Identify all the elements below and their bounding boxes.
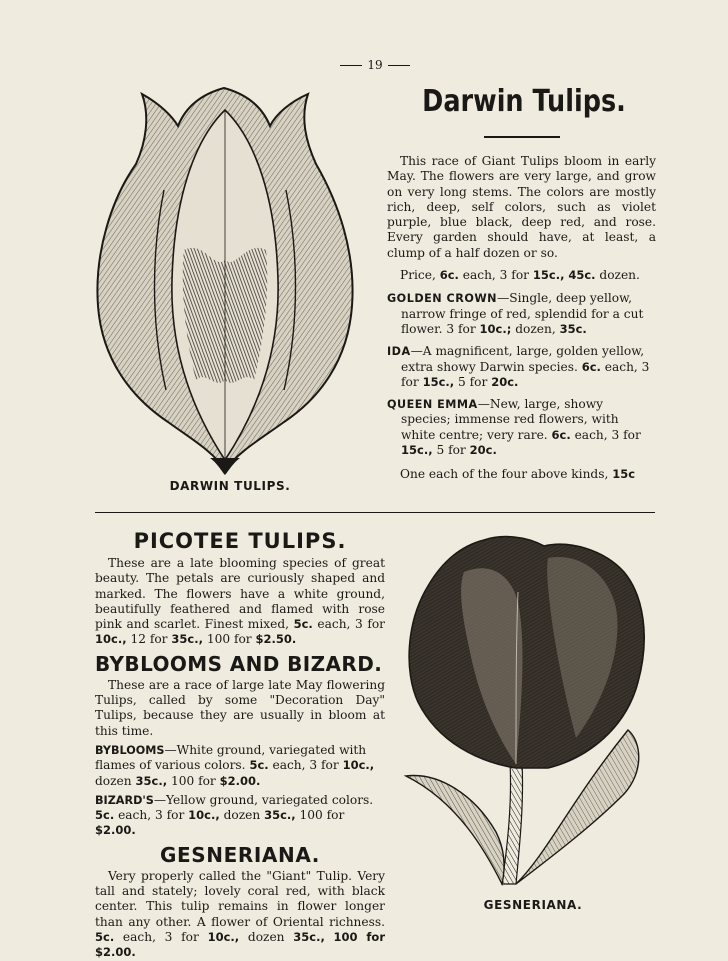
variety-queen-emma [387, 397, 656, 458]
picotee-desc: These are a late blooming species of great beauty. The petals are curiously shaped and marked. The flowers have a white ground, beautifully feathered and flamed with rose pink and scarlet. Finest mixed, [95, 556, 385, 632]
price-each: 6c. [439, 268, 459, 283]
byblooms-price-text: dozen [95, 773, 132, 788]
variety-price: 6c. [581, 359, 601, 374]
bizard-desc: —Yellow ground, variegated colors. [153, 792, 374, 807]
gesneriana-price: 5c. [95, 929, 115, 944]
picotee-price: 35c., [171, 632, 203, 647]
bizard-price-text: dozen [223, 808, 261, 823]
variety-price: 6c. [551, 427, 571, 442]
bizard-price-text: 100 for [299, 808, 345, 823]
gesneriana-caption: GESNERIANA. [483, 898, 583, 912]
variety-desc: —Single, deep yellow, narrow fringe of red, splendid for a cut flower. 3 for [401, 291, 644, 336]
darwin-intro: This race of Giant Tulips bloom in early May. The flowers are very large, and grow on very long stems. The colors are mostly rich, deep, self colors, such as violet purple, blue black, deep red, and rose. Every garden should have, at least, a clump of a half dozen or so. [387, 154, 656, 260]
gesneriana-price-text: dozen [247, 929, 285, 944]
variety-price: 20c. [469, 443, 497, 458]
bizard-item [95, 793, 385, 839]
bizard-name: BIZARD'S [95, 793, 154, 807]
price-mid: each, 3 for [462, 268, 529, 283]
page-number-area [340, 58, 410, 72]
byblooms-price-text: each, 3 for [272, 758, 339, 773]
picotee-price-text: each, 3 for [317, 617, 386, 632]
price-three: 15c., [532, 268, 565, 283]
gesneriana-desc: Very properly called the "Giant" Tulip. Very tall and stately; lovely coral red, with black center. This tulip remains in flower longer than any other. A flower of Oriental richness. [95, 868, 385, 929]
byblooms-price: $2.00. [219, 773, 261, 788]
bizard-price-text: each, 3 for [118, 808, 185, 823]
darwin-text-block [387, 154, 656, 483]
picotee-price-text: 12 for [130, 632, 168, 647]
variety-ida [387, 344, 656, 390]
variety-price-text: each, 3 for [574, 427, 641, 442]
picotee-price-text: 100 for [206, 632, 252, 647]
title-rule [484, 136, 560, 138]
darwin-offer [387, 467, 656, 482]
variety-name: GOLDEN CROWN [387, 292, 498, 306]
variety-price: 10c.; [479, 321, 512, 336]
variety-price-text: 5 for [458, 374, 488, 389]
lower-left-column [95, 526, 385, 961]
gesneriana-price: 100 for $2.00. [95, 929, 385, 960]
byblooms-item [95, 743, 385, 789]
byblooms-bizard-text: These are a race of large late May flowering Tulips, called by some "Decoration Day" Tulips, because they are usually in bloom at this time. [95, 677, 385, 738]
offer-text: One each of the four above kinds, [400, 467, 609, 482]
bizard-price: 5c. [95, 808, 115, 823]
darwin-tulips-title: Darwin Tulips. [422, 84, 626, 119]
bizard-price: $2.00. [95, 823, 136, 838]
darwin-price-line [387, 268, 656, 283]
gesneriana-price: 10c., [207, 929, 240, 944]
picotee-price: 5c. [293, 617, 313, 632]
variety-price: 15c., [401, 443, 433, 458]
byblooms-desc: —White ground, variegated with flames of various colors. [95, 742, 367, 773]
gesneriana-illustration [398, 532, 656, 892]
picotee-price: 10c., [95, 632, 127, 647]
variety-price-text: each, 3 for [401, 359, 650, 389]
byblooms-bizard-title: BYBLOOMS AND BIZARD. [95, 651, 383, 676]
page-number: 19 [367, 58, 383, 72]
price-suffix: dozen. [599, 268, 640, 283]
section-divider [95, 512, 655, 513]
picotee-text [95, 556, 385, 648]
bizard-price: 10c., [188, 808, 220, 823]
page-number-rule-right [388, 65, 410, 66]
variety-golden-crown [387, 291, 656, 337]
picotee-title: PICOTEE TULIPS. [133, 529, 347, 553]
variety-price: 15c., [422, 374, 455, 389]
variety-name: QUEEN EMMA [387, 398, 478, 412]
byblooms-price: 35c., [135, 773, 168, 788]
price-prefix: Price, [400, 268, 436, 283]
variety-price-text: 5 for [436, 443, 466, 458]
darwin-tulip-illustration [94, 80, 356, 475]
darwin-tulips-caption: DARWIN TULIPS. [169, 479, 291, 493]
variety-desc: —New, large, showy species; immense red flowers, with white centre; very rare. [401, 397, 619, 442]
bizard-price: 35c., [264, 808, 296, 823]
byblooms-name: BYBLOOMS [95, 743, 165, 757]
variety-desc: —A magnificent, large, golden yellow, extra showy Darwin species. [401, 344, 645, 374]
gesneriana-price: 35c., [293, 929, 325, 944]
picotee-price: $2.50. [255, 632, 297, 647]
offer-price: 15c [612, 467, 636, 482]
byblooms-price: 5c. [249, 758, 269, 773]
gesneriana-price-text: each, 3 for [122, 929, 199, 944]
page-number-rule-left [340, 65, 362, 66]
price-dozen: 45c. [568, 268, 596, 283]
variety-price: 20c. [491, 374, 519, 389]
gesneriana-title: GESNERIANA. [160, 842, 320, 867]
variety-price-text: dozen, [515, 321, 556, 336]
gesneriana-text [95, 869, 385, 961]
byblooms-price: 10c., [342, 758, 375, 773]
variety-price: 35c. [559, 321, 587, 336]
variety-name: IDA [387, 345, 411, 359]
byblooms-price-text: 100 for [170, 773, 216, 788]
